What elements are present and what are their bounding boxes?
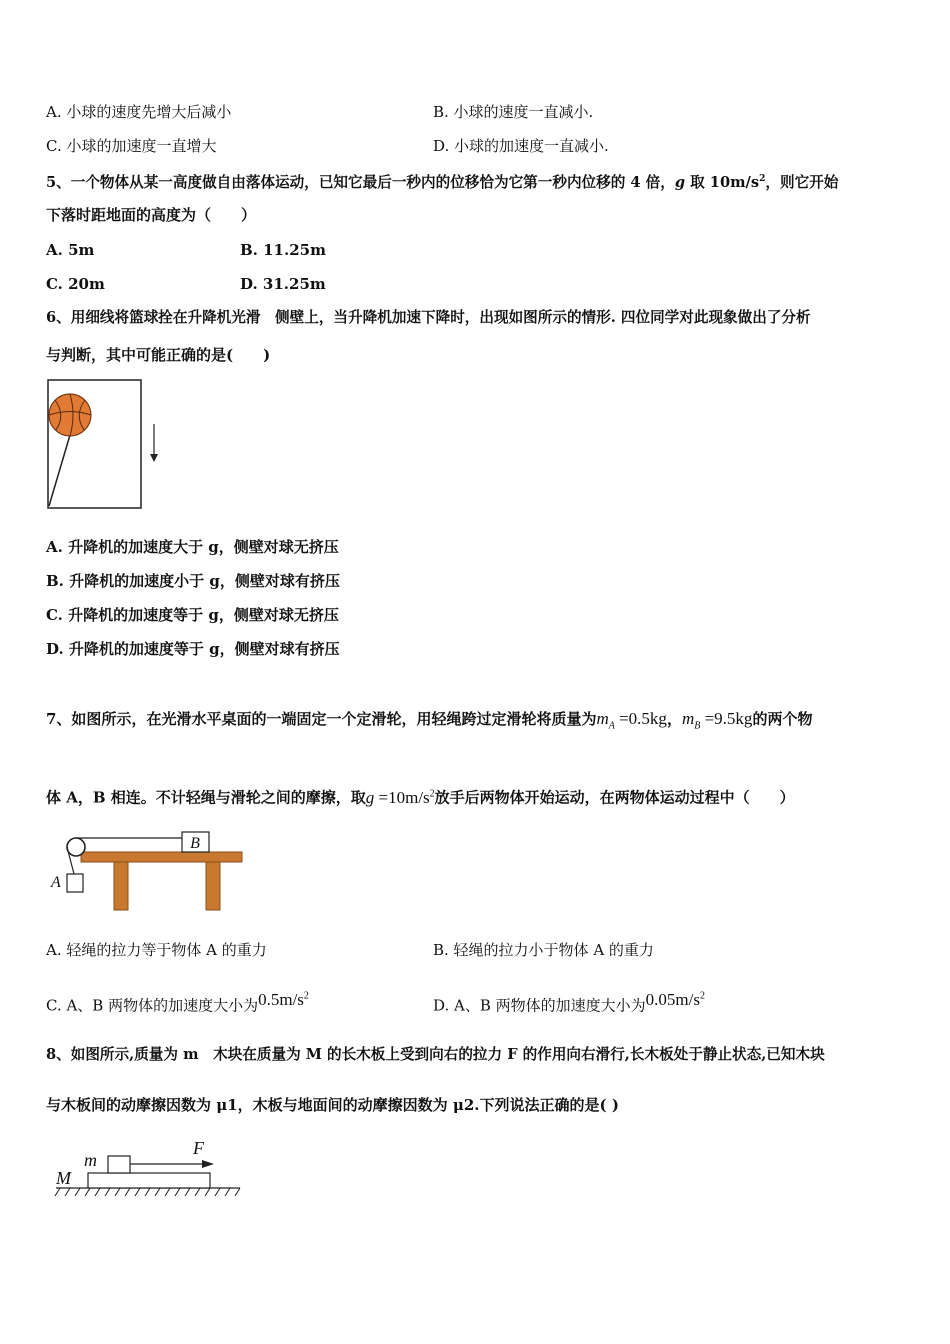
- q7-option-a: A. 轻绳的拉力等于物体 A 的重力: [46, 941, 267, 959]
- arrow-down-icon: [150, 424, 158, 462]
- string-line: [49, 435, 70, 506]
- table-leg-right: [206, 862, 220, 910]
- block-a: [67, 874, 83, 892]
- block-a-label: A: [51, 874, 61, 891]
- pulley-table-figure: [46, 828, 246, 914]
- q7-option-d: D. A、B 两物体的加速度大小为$0.05m/s^2$: [433, 989, 705, 1015]
- table-top: [81, 852, 242, 862]
- q6-stem-line2: 与判断，其中可能正确的是( ): [46, 346, 271, 364]
- q5-option-c: C. 20m: [46, 275, 105, 293]
- q4-option-a: A. 小球的速度先增大后减小: [46, 103, 232, 121]
- table-leg-left: [114, 862, 128, 910]
- q7-option-c: C. A、B 两物体的加速度大小为$0.5m/s^2$: [46, 989, 309, 1015]
- basketball-icon: [49, 394, 91, 436]
- label-f: F: [193, 1138, 204, 1158]
- q6-option-c: C. 升降机的加速度等于 g，侧壁对球无挤压: [46, 606, 339, 624]
- label-big-m: M: [56, 1168, 71, 1188]
- q6-option-d: D. 升降机的加速度等于 g，侧壁对球有挤压: [46, 640, 340, 658]
- q8-stem: 8、如图所示,质量为 m 木块在质量为 M 的长木板上受到向右的拉力 F 的作用向右滑行,长木板处于静止状态,已知木块: [46, 1046, 825, 1063]
- q5-stem: 5、一个物体从某一高度做自由落体运动，已知它最后一秒内的位移恰为它第一秒内位移的 4 倍，g 取 $10m/s^2$，则它开始: [46, 173, 839, 191]
- q5-option-b: B. 11.25m: [240, 241, 326, 259]
- q7-stem: 7、如图所示，在光滑水平桌面的一端固定一个定滑轮，用轻绳跨过定滑轮将质量为$m_A =0.5kg$，$m_B =9.5kg$的两个物: [46, 709, 813, 732]
- elevator-figure: [46, 378, 166, 513]
- ground-hatching: [55, 1188, 240, 1196]
- q6-option-b: B. 升降机的加速度小于 g，侧壁对球有挤压: [46, 572, 340, 590]
- block-m-small: [108, 1156, 130, 1173]
- q5-stem-line2: 下落时距地面的高度为（ ）: [46, 206, 257, 224]
- q8-stem-line2: 与木板间的动摩擦因数为 μ1，木板与地面间的动摩擦因数为 μ2.下列说法正确的是( ): [46, 1096, 619, 1114]
- board-m-large: [88, 1173, 210, 1188]
- q5-option-a: A. 5m: [46, 241, 95, 259]
- board-block-figure: [50, 1136, 246, 1206]
- q6-option-a: A. 升降机的加速度大于 g，侧壁对球无挤压: [46, 538, 339, 556]
- q7-stem-line2: 体 A，B 相连。不计轻绳与滑轮之间的摩擦，取$g =10m/s^2$放手后两物体开始运动，在两物体运动过程中（ ）: [46, 787, 795, 807]
- q7-option-b: B. 轻绳的拉力小于物体 A 的重力: [433, 941, 654, 959]
- force-arrow-icon: [202, 1160, 214, 1168]
- block-b-label: B: [190, 835, 200, 852]
- q4-option-b: B. 小球的速度一直减小.: [433, 103, 594, 121]
- label-m: m: [84, 1150, 97, 1170]
- q4-option-d: D. 小球的加速度一直减小.: [433, 137, 609, 155]
- pulley-icon: [67, 838, 85, 856]
- q4-option-c: C. 小球的加速度一直增大: [46, 137, 217, 155]
- q6-stem: 6、用细线将篮球拴在升降机光滑 侧壁上，当升降机加速下降时，出现如图所示的情形. 四位同学对此现象做出了分析: [46, 309, 811, 326]
- q5-option-d: D. 31.25m: [240, 275, 326, 293]
